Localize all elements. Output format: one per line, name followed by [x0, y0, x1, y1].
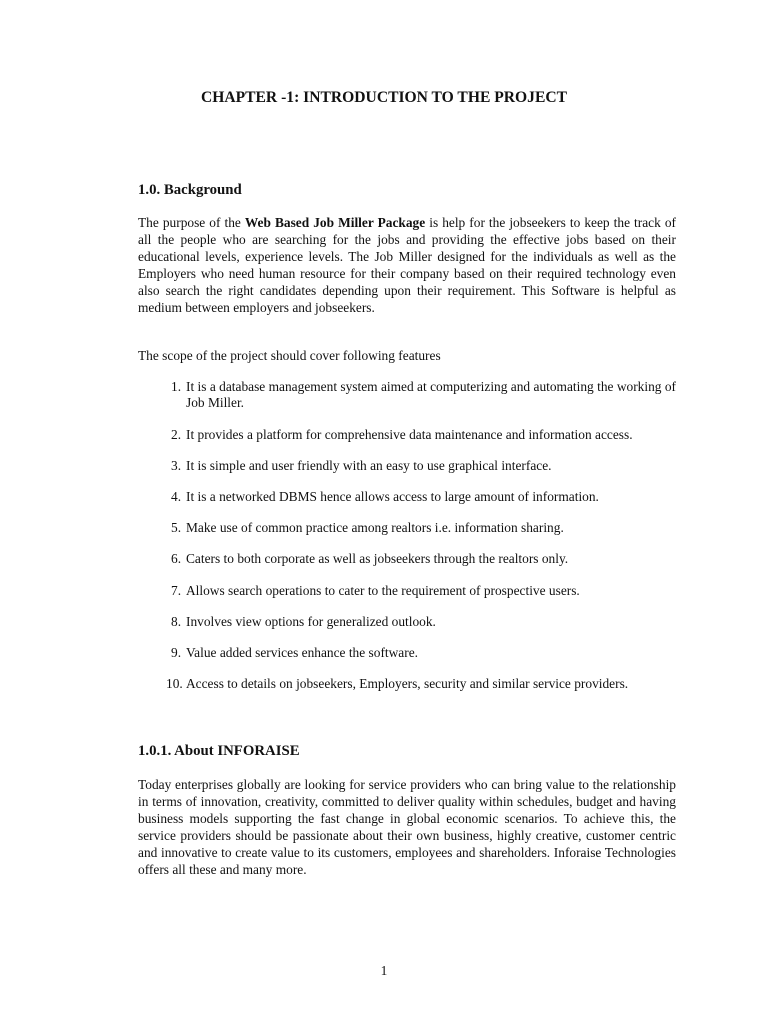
- list-item: [138, 551, 676, 567]
- list-item: [138, 520, 676, 536]
- list-item-text: Value added services enhance the software.: [186, 645, 418, 661]
- list-item: [138, 676, 676, 692]
- list-item-text: Involves view options for generalized outlook.: [186, 613, 436, 629]
- list-item: [138, 427, 676, 443]
- background-text-start: The purpose of the: [138, 215, 245, 230]
- features-list: [138, 379, 676, 707]
- list-item-number: 2.: [171, 426, 182, 442]
- list-item-text: It is a database management system aimed at computerizing and automating the working of Job Miller.: [186, 379, 676, 411]
- list-item-number: 10.: [166, 676, 183, 692]
- list-item: [138, 645, 676, 661]
- page-number: 1: [380, 963, 388, 978]
- about-heading: 1.0.1. About INFORAISE: [138, 743, 300, 759]
- list-item: [138, 489, 676, 505]
- list-item-number: 7.: [171, 582, 182, 598]
- list-item-text: Access to details on jobseekers, Employers, security and similar service providers.: [186, 676, 629, 692]
- list-item: [138, 379, 676, 412]
- list-item-text: It is a networked DBMS hence allows access to large amount of information.: [186, 489, 599, 505]
- list-item: [138, 583, 676, 599]
- list-item-text: Allows search operations to cater to the requirement of prospective users.: [186, 582, 580, 598]
- chapter-title: CHAPTER -1: INTRODUCTION TO THE PROJECT: [200, 89, 568, 106]
- list-item-number: 1.: [171, 379, 182, 394]
- list-item-text: Caters to both corporate as well as jobseekers through the realtors only.: [186, 551, 569, 567]
- about-paragraph: Today enterprises globally are looking for service providers who can bring value to the relationship in terms of innovation, creativity, committed to deliver quality within schedules, budget and having business models supporting the fast change in global economic scenarios. To achieve this, the service providers should be passionate about their own business, highly creative, customer centric and innovative to create value to its customers, employees and shareholders. Inforaise Technologies offers all these and many more.: [138, 777, 676, 877]
- list-item-text: Make use of common practice among realtors i.e. information sharing.: [186, 520, 564, 536]
- background-paragraph: [138, 215, 676, 316]
- list-item-text: It is simple and user friendly with an easy to use graphical interface.: [186, 457, 552, 473]
- scope-intro: The scope of the project should cover following features: [138, 348, 441, 363]
- list-item-number: 4.: [171, 489, 182, 505]
- list-item-number: 8.: [171, 613, 182, 629]
- background-text-end: is help for the jobseekers to keep the track of all the people who are searching for the jobs and providing the effective jobs based on their educational levels, experience levels. The Job Miller designed for the individuals as well as the Employers who need human resource for their company based on their required technology even also search the right candidates depending upon their requirement. This Software is helpful as medium between employers and jobseekers.: [138, 215, 677, 315]
- product-name: Web Based Job Miller Package: [244, 215, 426, 230]
- list-item: [138, 458, 676, 474]
- list-item-number: 6.: [171, 551, 182, 567]
- list-item-number: 5.: [171, 520, 182, 536]
- list-item-number: 9.: [171, 645, 182, 661]
- list-item-text: It provides a platform for comprehensive data maintenance and information access.: [186, 426, 633, 442]
- list-item: [138, 614, 676, 630]
- list-item-number: 3.: [171, 457, 182, 473]
- background-heading: 1.0. Background: [138, 182, 242, 198]
